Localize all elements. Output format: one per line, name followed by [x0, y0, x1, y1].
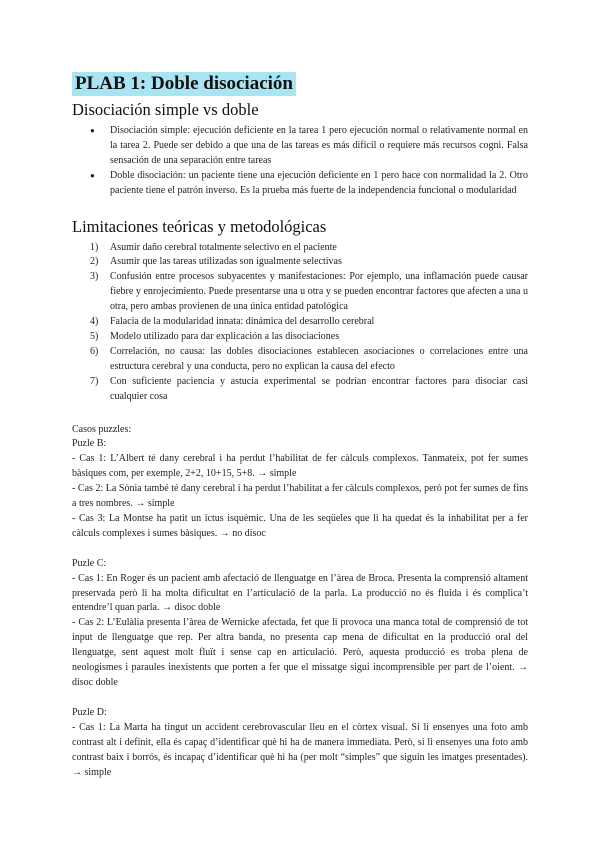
- cases-intro: Casos puzzles:: [72, 423, 132, 435]
- section-heading-dissociation: Disociación simple vs doble: [72, 100, 259, 119]
- puzzle-d-case: - Cas 1: La Marta ha tingut un accident cerebrovascular lleu en el còrtex visual. Si li ensenyes una foto amb contrast alt i definit, ella és capaç d’identificar què hi ha de manera immediata. Però, si li ensenyes una foto amb contrast baix i borrós, és incapaç d’identificar què hi ha (per molt “simples” que siguin les imatges presentades). → simple: [72, 721, 528, 778]
- puzzle-d-label: Puzle D:: [72, 706, 107, 718]
- list-item: 4) Falacia de la modularidad innata: dinámica del desarrollo cerebral: [90, 316, 375, 328]
- list-item: 3) Confusión entre procesos subyacentes y manifestaciones: Por ejemplo, una inflamación puede causar fiebre y enrojecimiento. Puede presentarse una u otra y se pueden encontrar factores que afecten a una u otra, pero ambas provienen de una única entidad patológica: [90, 271, 528, 313]
- list-item: 5) Modelo utilizado para dar explicación a las disociaciones: [90, 330, 340, 342]
- puzzle-b-case: - Cas 3: La Montse ha patit un ictus isquèmic. Una de les seqüeles que li ha quedat és la inhabilitat per a fer càlculs complexes i sumes bàsiques. → no disoc: [72, 512, 528, 539]
- spacer: [72, 691, 528, 706]
- puzzle-c-case: - Cas 2: L’Eulàlia presenta l’àrea de Wernicke afectada, fet que li provoca una manca total de comprensió de tot input de llenguatge que rep. Per altra banda, no presenta cap mena de dificultat en la producció oral del llenguatge, sent aquest molt fluït i sense cap en articulació. Però, aquesta producció es troba plena de neologismes i paraules inexistents que porten a fer que el missatge sigui incomprensible per part de l’oient. → disoc doble: [72, 617, 528, 688]
- puzzle-c-label: Puzle C:: [72, 557, 107, 569]
- section-heading-limitations: Limitaciones teóricas y metodológicas: [72, 216, 327, 236]
- puzzle-c-case: - Cas 1: En Roger és un pacient amb afectació de llenguatge en l’àrea de Broca. Presenta la comprensió altament preservada però li ha molta dificultat en l’articulació de la parla. La producció no és fluida i és complica’t entendre’l quan parla. → disoc doble: [72, 572, 528, 614]
- list-item: 1) Asumir daño cerebral totalmente selectivo en el paciente: [90, 241, 337, 253]
- list-item: 2) Asumir que las tareas utilizadas son igualmente selectivas: [90, 256, 342, 268]
- bullet-item: ● Doble disociación: un paciente tiene una ejecución deficiente en 1 pero hace con normalidad la 2. Otro paciente tiene el patrón inverso. Es la prueba más fuerte de la independencia funcional o modularidad: [110, 169, 528, 199]
- bullet-item: ● Disociación simple: ejecución deficiente en la tarea 1 pero ejecución normal o relativamente normal en la tarea 2. Puede ser debido a que una de las tareas es más difícil o requiere más recursos cogni. Falsa sensación de una separación entre tareas: [110, 124, 528, 169]
- puzzle-b-label: Puzle B:: [72, 438, 107, 450]
- puzzle-b-case: - Cas 2: La Sònia també té dany cerebral i ha perdut l’habilitat a fer càlculs complexos, però pot fer sumes de fins a tres nombres. → simple: [72, 483, 528, 510]
- list-item: 7) Con suficiente paciencia y astucia experimental se podrían encontrar factores para disociar casi cualquier cosa: [90, 375, 528, 402]
- dissociation-bullet-list: [72, 124, 528, 199]
- page-title: PLAB 1: Doble disociación: [72, 72, 296, 96]
- puzzle-b-case: - Cas 1: L’Albert té dany cerebral i ha perdut l’habilitat de fer càlculs complexos. Tanmateix, pot fer sumes bàsiques com, per exemple, 2+2, 10+15, 5+8. → simple: [72, 453, 528, 480]
- cases-section: [72, 423, 528, 781]
- spacer: [72, 542, 528, 557]
- limitations-list: [72, 241, 528, 405]
- list-item: 6) Correlación, no causa: las dobles disociaciones establecen asociaciones o correlaciones entre una estructura cerebral y una conducta, pero no explican la causa del efecto: [90, 345, 528, 372]
